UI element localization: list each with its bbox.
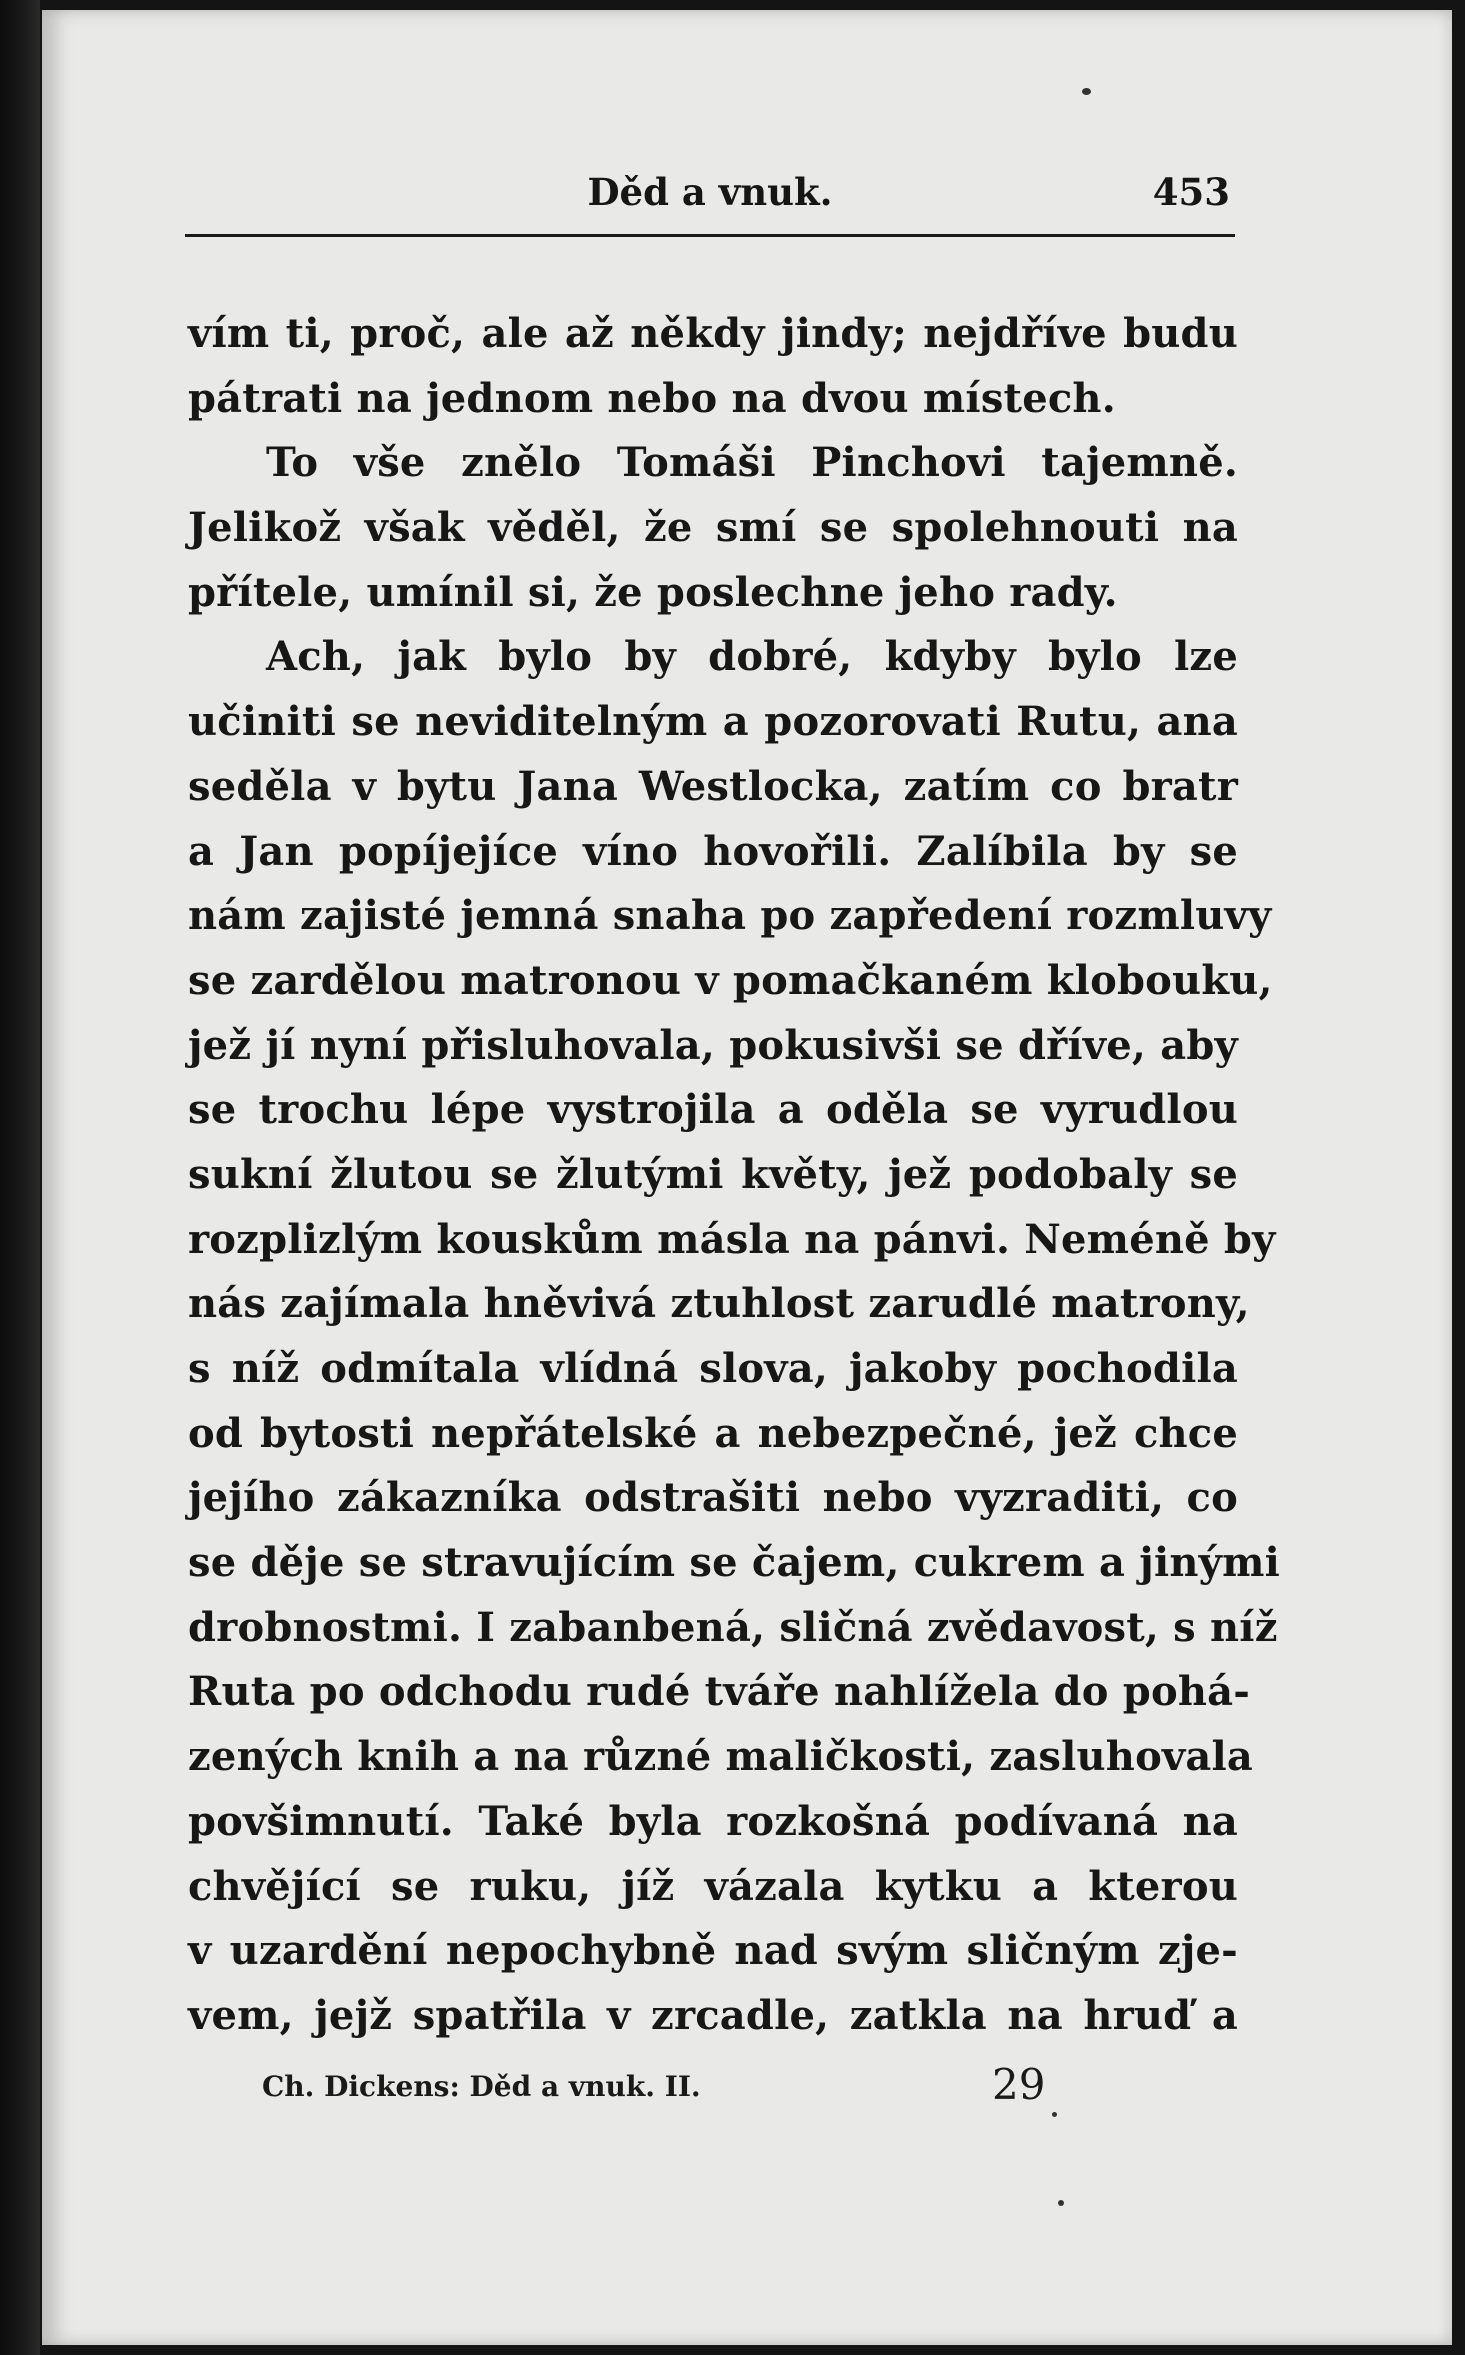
text-line: s níž odmítala vlídná slova, jakoby pochodila [188, 1345, 1238, 1392]
text-line: nám zajisté jemná snaha po zapředení rozmluvy [188, 892, 1272, 940]
header-rule [185, 234, 1235, 237]
body-text [188, 302, 1280, 2049]
text-line: vem, jejž spatřila v zrcadle, zatkla na hruď a [188, 1991, 1238, 2039]
text-line: se trochu lépe vystrojila a oděla se vyrudlou [188, 1086, 1238, 1134]
ink-speck [1052, 2112, 1057, 2117]
text-line: se zardělou matronou v pomačkaném klobouku, [188, 956, 1273, 1004]
text-line: od bytosti nepřátelské a nebezpečné, jež chce [188, 1409, 1238, 1457]
text-line: povšimnutí. Také byla rozkošná podívaná na [188, 1797, 1238, 1845]
text-line: nás zajímala hněvivá ztuhlost zarudlé matrony, [188, 1280, 1250, 1328]
text-line: jejího zákazníka odstrašiti nebo vyzraditi, co [188, 1474, 1238, 1522]
page-header [190, 170, 1230, 220]
text-line: To vše znělo Tomáši Pinchovi tajemně. [266, 439, 1238, 487]
text-line: Ruta po odchodu rudé tváře nahlížela do pohá- [188, 1668, 1251, 1716]
sheet-number: 29 [992, 2060, 1046, 2109]
text-line: seděla v bytu Jana Westlocka, zatím co bratr [188, 762, 1238, 810]
book-gutter-shadow [0, 0, 40, 2355]
text-line: drobnostmi. I zabanbená, sličná zvědavost, s níž [188, 1603, 1278, 1651]
text-line: zených knih a na různé maličkosti, zasluhovala [188, 1733, 1254, 1781]
text-line: přítele, umínil si, že poslechne jeho rady. [188, 568, 1118, 616]
text-line: v uzardění nepochybně nad svým sličným zje- [188, 1927, 1238, 1975]
text-line: učiniti se neviditelným a pozorovati Rutu, ana [188, 698, 1238, 746]
text-line: Jelikož však věděl, že smí se spolehnouti na [188, 504, 1238, 552]
running-title: Děd a vnuk. [587, 170, 833, 214]
text-line: rozplizlým kouskům másla na pánvi. Neméně by [188, 1215, 1276, 1263]
text-line: chvějící se ruku, jíž vázala kytku a kterou [188, 1862, 1238, 1910]
text-line: se děje se stravujícím se čajem, cukrem a jinými [188, 1539, 1280, 1587]
text-line: vím ti, proč, ale až někdy jindy; nejdříve budu [188, 310, 1238, 357]
ink-speck [1082, 88, 1091, 95]
text-line: a Jan popíjejíce víno hovořili. Zalíbila by se [188, 827, 1238, 875]
text-line: jež jí nyní přisluhovala, pokusivši se dříve, aby [188, 1021, 1238, 1069]
page-footer [262, 2060, 1062, 2120]
text-line: Ach, jak bylo by dobré, kdyby bylo lze [266, 633, 1238, 681]
text-line: pátrati na jednom nebo na dvou místech. [188, 374, 1116, 422]
signature-mark: Ch. Dickens: Děd a vnuk. II. [262, 2070, 701, 2103]
text-line: sukní žlutou se žlutými květy, jež podobaly se [188, 1150, 1238, 1198]
ink-speck [1058, 2200, 1064, 2206]
page-number: 453 [1152, 170, 1230, 214]
